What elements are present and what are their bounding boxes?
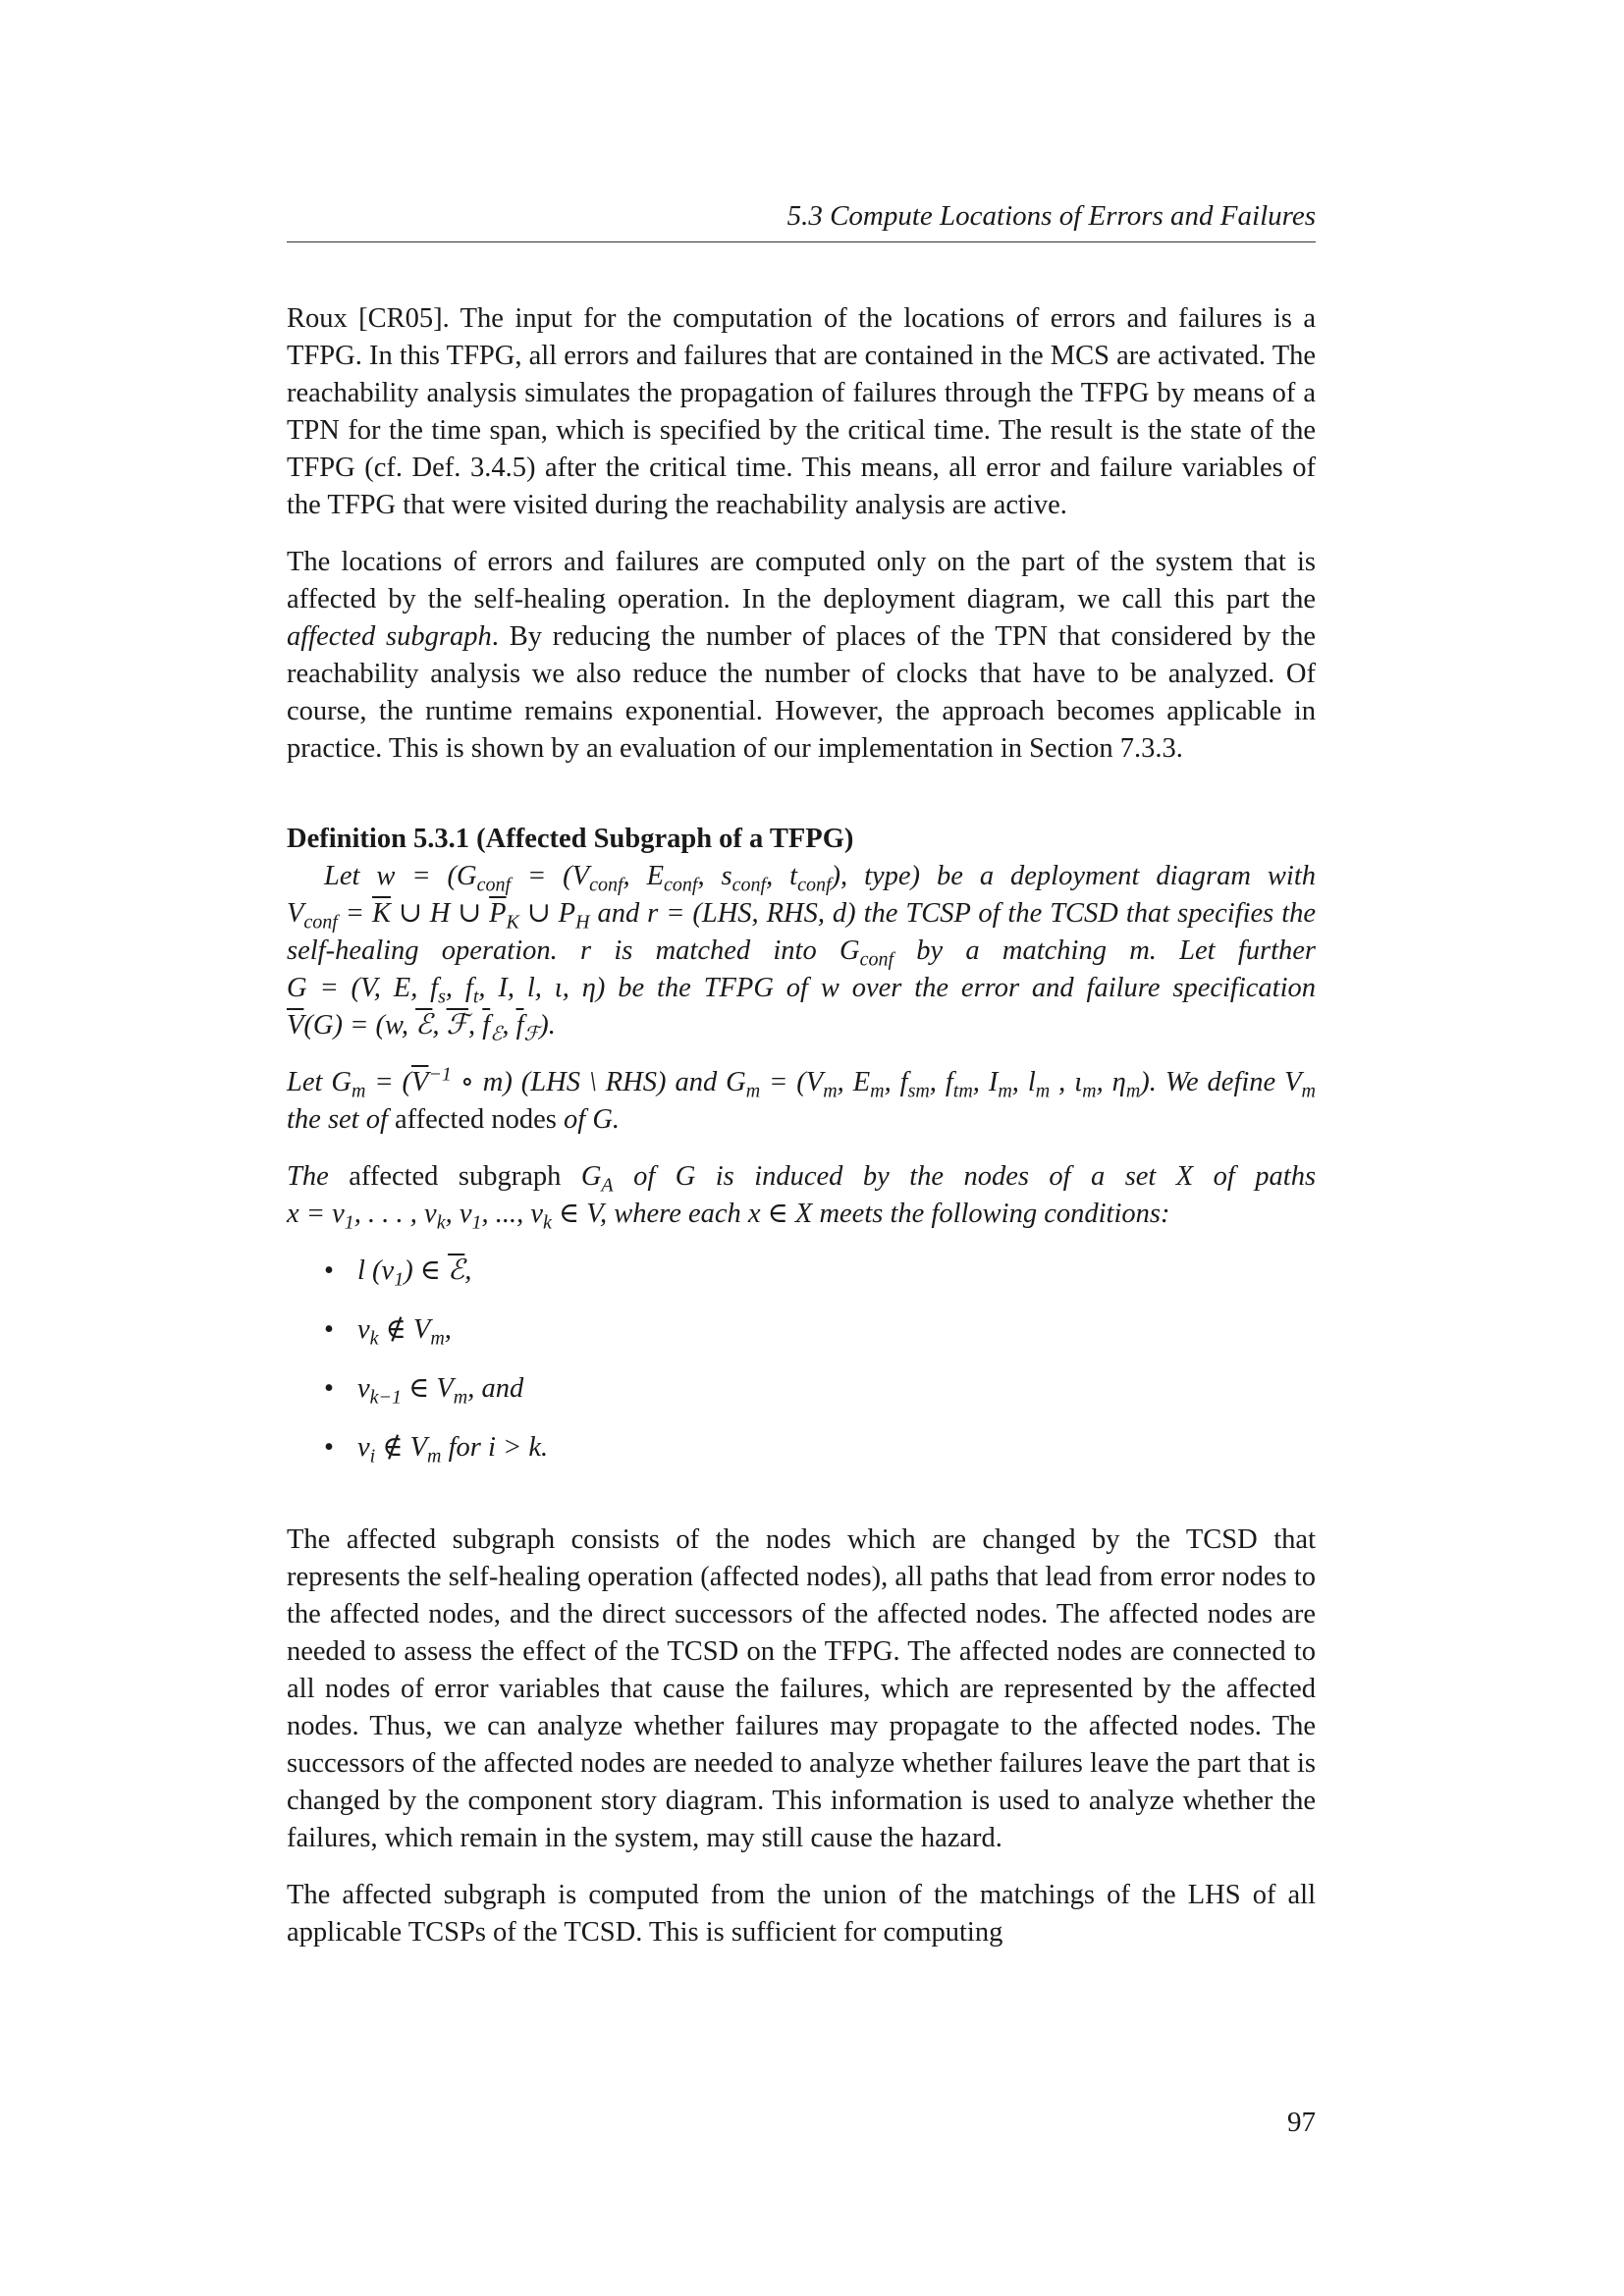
paragraph-intro: Roux [CR05]. The input for the computation of the locations of errors and failures is a TFPG. In this TFPG, all errors and failures that are contained in the MCS are activated. The reachability analysis simulates the propagation of failures through the TFPG by means of a TPN for the time span, which is specified by the critical time. The result is the state of the TFPG (cf. Def. 3.4.5) after the critical time. This means, all error and failure variables of the TFPG that were visited during the reachability analysis are active.: [287, 303, 1316, 520]
definition-heading: Definition 5.3.1 (Affected Subgraph of a TFPG): [287, 824, 854, 854]
page-number: 97: [1287, 2107, 1316, 2138]
bullet-icon: •: [324, 1432, 334, 1463]
page-body: [287, 300, 1316, 1971]
math-path: $x = v_1$, . . . , $v_k$, $v_1$, ..., $v_k$ ∈ V: [287, 1199, 600, 1234]
math-deployment-diagram: $w = (G_{conf} = (V_{conf}$, $E_{conf}$, $s_{conf}$, $t_{conf}$), type): [376, 861, 921, 896]
running-head-title: 5.3 Compute Locations of Errors and Failures: [786, 200, 1316, 232]
math-tcsp: r = (LHS, RHS, d): [647, 898, 856, 929]
definition-body: [287, 858, 1316, 1488]
math-tfpg: G = (V, E, $f_s$, $f_t$, I, l, ι, η): [287, 973, 606, 1008]
paragraph-affected-subgraph: The locations of errors and failures are computed only on the part of the system that is affected by the self-healing operation. In the deployment diagram, we call this part the affected subgraph. By reducing the number of places of the TPN that considered by the reachability analysis we also reduce the number of clocks that have to be analyzed. Of course, the runtime remains exponential. However, the approach becomes applicable in practice. This is shown by an evaluation of our implementation in Section 7.3.3.: [287, 547, 1316, 764]
condition-item: • l $(v_1)$ ∈ ℰ,: [287, 1253, 1316, 1311]
bullet-icon: •: [324, 1314, 334, 1345]
math-specification: $\overline{V}(G) = (w$, ℰ, ℱ, $\overline{f}_ℰ$, $\overline{f}_ℱ$).: [287, 1010, 556, 1045]
paragraph-affected-subgraph-explanation: The affected subgraph consists of the nodes which are changed by the TCSD that represents the self-healing operation (affected nodes), all paths that lead from error nodes to the affected nodes, and the direct successors of the affected nodes. The affected nodes are needed to assess the effect of the TCSD on the TFPG. The affected nodes are connected to all nodes of error variables that cause the failures, which are represented by the affected nodes. Thus, we can analyze whether failures may propagate to the affected nodes. The successors of the affected nodes are needed to analyze whether failures leave the part that is changed by the component story diagram. This information is used to analyze whether the failures, which remain in the system, may still cause the hazard.: [287, 1524, 1316, 1853]
condition-item: • $v_{k-1}$ ∈ $V_m$, and: [287, 1370, 1316, 1429]
definition-paragraph-1: Let $w = (G_{conf} = (V_{conf}$, $E_{conf}$, $s_{conf}$, $t_{conf}$), type) be a deployment diagram with $V_{conf} = \overline{K}$ ∪ H ∪ $\overline{P}_K$ ∪ $P_H$ and r = (LHS, RHS, d) the TCSP of the TCSD that specifies the self-healing operation. r is matched into $G_{conf}$ by a matching m. Let further G = (V, E, $f_s$, $f_t$, I, l, ι, η) be the TFPG of w over the error and failure specification $\overline{V}(G) = (w$, ℰ, ℱ, $\overline{f}_ℰ$, $\overline{f}_ℱ$).: [287, 861, 1317, 1045]
condition-item: • $v_k$ ∉ $V_m$,: [287, 1311, 1316, 1370]
paragraph-computation: The affected subgraph is computed from the union of the matchings of the LHS of all applicable TCSPs of the TCSD. This is sufficient for computing: [287, 1880, 1316, 1948]
math-gm-tuple: $G_m = (V_m$, $E_m$, $f_{sm}$, $f_{tm}$, $I_m$, $l_m$: [726, 1067, 1051, 1102]
running-head: [287, 196, 1316, 242]
bullet-icon: •: [324, 1373, 334, 1404]
math-gm: $G_m = (\overline{V}^{-1}$ ∘ m) (LHS \ RHS): [331, 1063, 667, 1102]
bullet-icon: •: [324, 1255, 334, 1286]
definition-paragraph-3: The affected subgraph $G_A$ of G is induced by the nodes of a set X of paths $x = v_1$, . . . , $v_k$, $v_1$, ..., $v_k$ ∈ V, where each x ∈ X meets the following conditions:: [287, 1161, 1317, 1234]
math-vconf: $V_{conf} = \overline{K}$ ∪ H ∪ $\overline{P}_K$ ∪ $P_H$: [287, 898, 590, 934]
definition-paragraph-2: Let $G_m = (\overline{V}^{-1}$ ∘ m) (LHS \ RHS) and $G_m = (V_m$, $E_m$, $f_{sm}$, $f_{tm}$, $I_m$, $l_m$ , $\iota_m$, $\eta_m$). We define $V_m$ the set of affected nodes of G.: [287, 1063, 1316, 1135]
condition-list: [287, 1253, 1316, 1488]
emphasis-affected-subgraph: affected subgraph: [287, 621, 492, 652]
condition-item: • $v_i$ ∉ $V_m$ for i > k.: [287, 1429, 1316, 1488]
